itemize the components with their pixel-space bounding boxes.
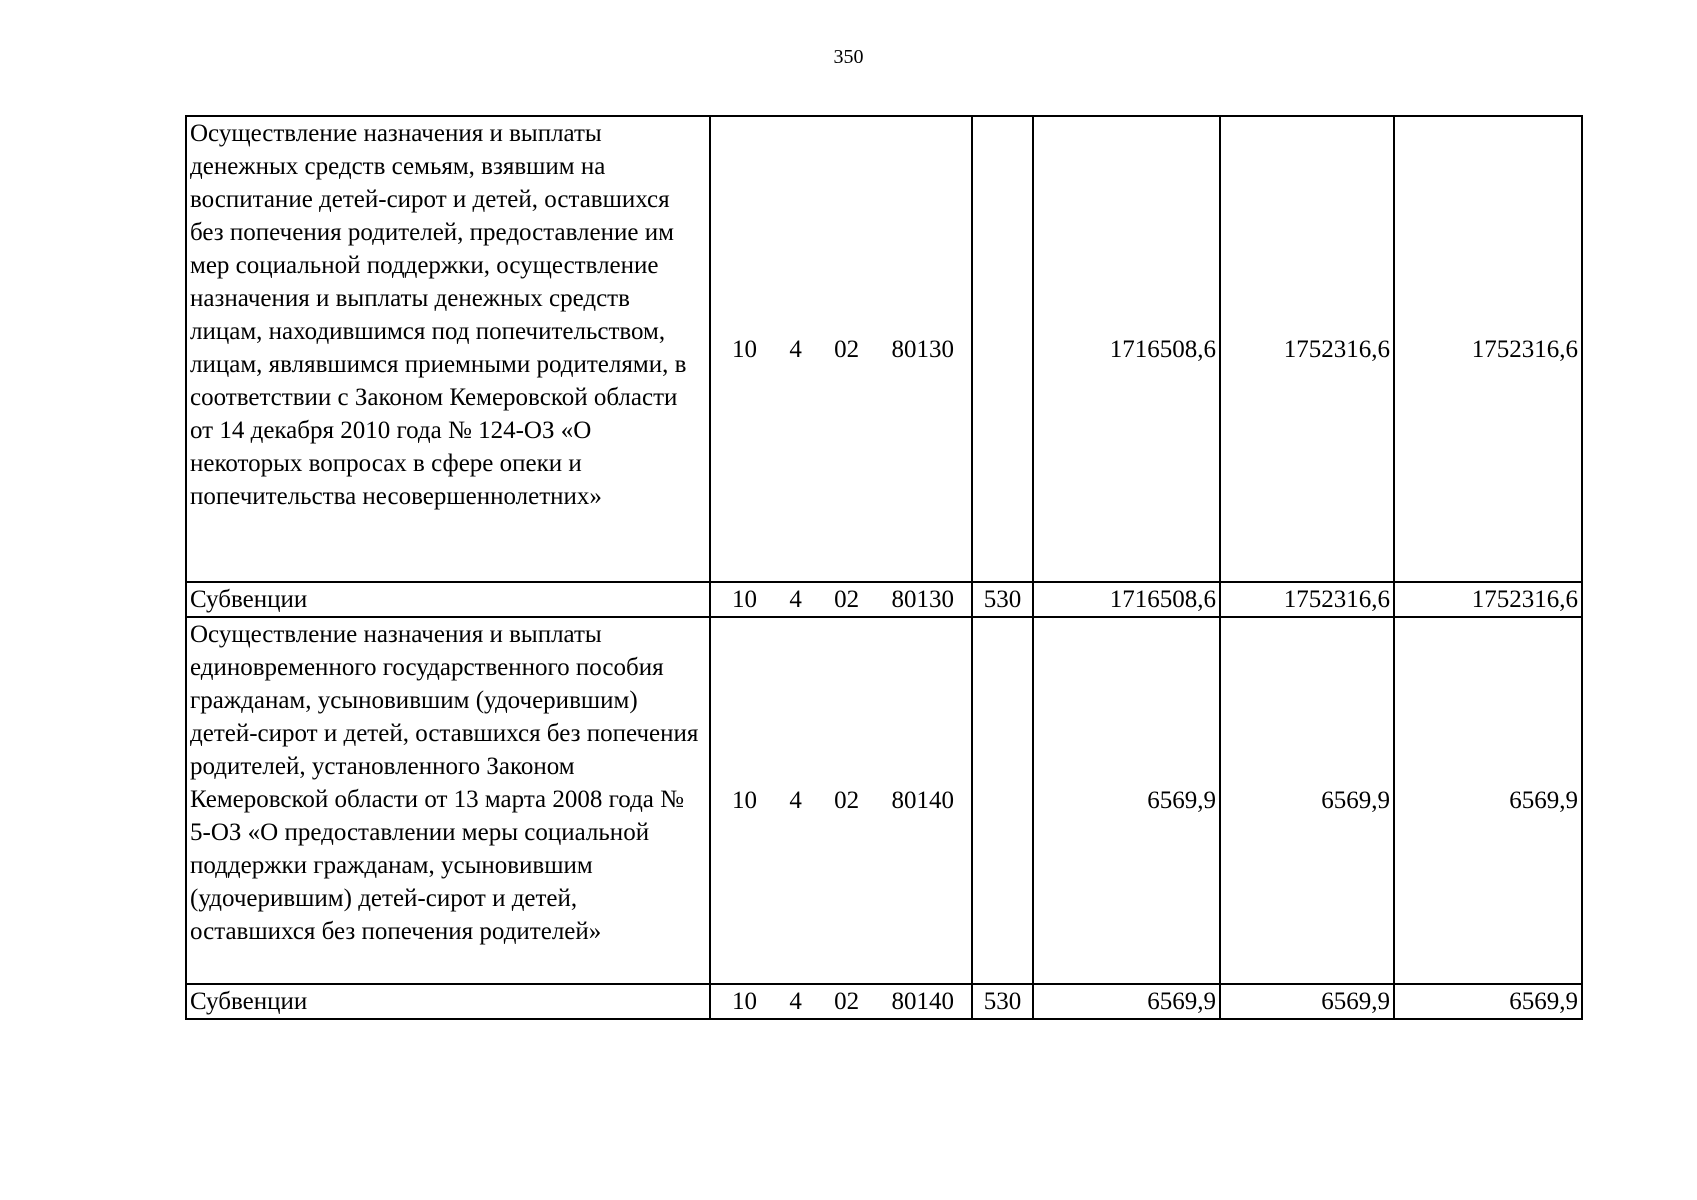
amount-year-2-cell: 1752316,6 (1220, 582, 1394, 617)
code-cell (710, 984, 972, 1019)
direction-code: 80140 (891, 787, 954, 814)
section-code: 10 (732, 335, 757, 363)
expense-type-cell (972, 116, 1033, 582)
program-code: 4 (789, 335, 802, 363)
code-cell (710, 116, 972, 582)
code-cell (710, 617, 972, 984)
direction-code: 80130 (891, 586, 954, 613)
row-name-cell: Субвенции (186, 984, 710, 1019)
amount-year-2-cell: 6569,9 (1220, 984, 1394, 1019)
code-cell (710, 582, 972, 617)
program-code: 4 (789, 787, 802, 814)
subprogram-code: 02 (834, 586, 860, 613)
amount-year-2-cell: 1752316,6 (1220, 116, 1394, 582)
row-name-cell: Осуществление назначения и выплаты денежных средств семьям, взявшим на воспитание детей-сирот и детей, оставшихся без попечения родителей, предоставление им мер социальной поддержки, осуществление назначения и выплаты денежных средств лицам, находившимся под попечительством, лицам, являвшимся приемными родителями, в соответствии с Законом Кемеровской области от 14 декабря 2010 года № 124-ОЗ «О некоторых вопросах в сфере опеки и попечительства несовершеннолетних» (186, 116, 710, 582)
section-code: 10 (732, 988, 757, 1015)
amount-year-3-cell: 6569,9 (1394, 984, 1582, 1019)
table-row (186, 116, 1582, 582)
amount-year-3-cell: 1752316,6 (1394, 116, 1582, 582)
table-row (186, 582, 1582, 617)
expense-type-cell: 530 (972, 984, 1033, 1019)
section-code: 10 (732, 586, 757, 613)
section-code: 10 (732, 787, 757, 814)
budget-table (185, 115, 1583, 1020)
page-number: 350 (833, 46, 864, 68)
expense-type-cell (972, 617, 1033, 984)
amount-year-3-cell: 1752316,6 (1394, 582, 1582, 617)
program-code: 4 (789, 988, 802, 1015)
expense-type-cell: 530 (972, 582, 1033, 617)
direction-code: 80140 (891, 988, 954, 1015)
amount-year-3-cell: 6569,9 (1394, 617, 1582, 984)
amount-year-1-cell: 6569,9 (1033, 984, 1220, 1019)
amount-year-1-cell: 6569,9 (1033, 617, 1220, 984)
direction-code: 80130 (891, 335, 954, 363)
subprogram-code: 02 (834, 988, 860, 1015)
subprogram-code: 02 (834, 335, 860, 363)
subprogram-code: 02 (834, 787, 860, 814)
row-name-cell: Субвенции (186, 582, 710, 617)
amount-year-1-cell: 1716508,6 (1033, 116, 1220, 582)
table-row (186, 984, 1582, 1019)
table-row (186, 617, 1582, 984)
amount-year-1-cell: 1716508,6 (1033, 582, 1220, 617)
program-code: 4 (789, 586, 802, 613)
amount-year-2-cell: 6569,9 (1220, 617, 1394, 984)
row-name-cell: Осуществление назначения и выплаты единовременного государственного пособия гражданам, усыновившим (удочерившим) детей-сирот и детей, оставшихся без попечения родителей, установленного Законом Кемеровской области от 13 марта 2008 года № 5-ОЗ «О предоставлении меры социальной поддержки гражданам, усыновившим (удочерившим) детей-сирот и детей, оставшихся без попечения родителей» (186, 617, 710, 984)
